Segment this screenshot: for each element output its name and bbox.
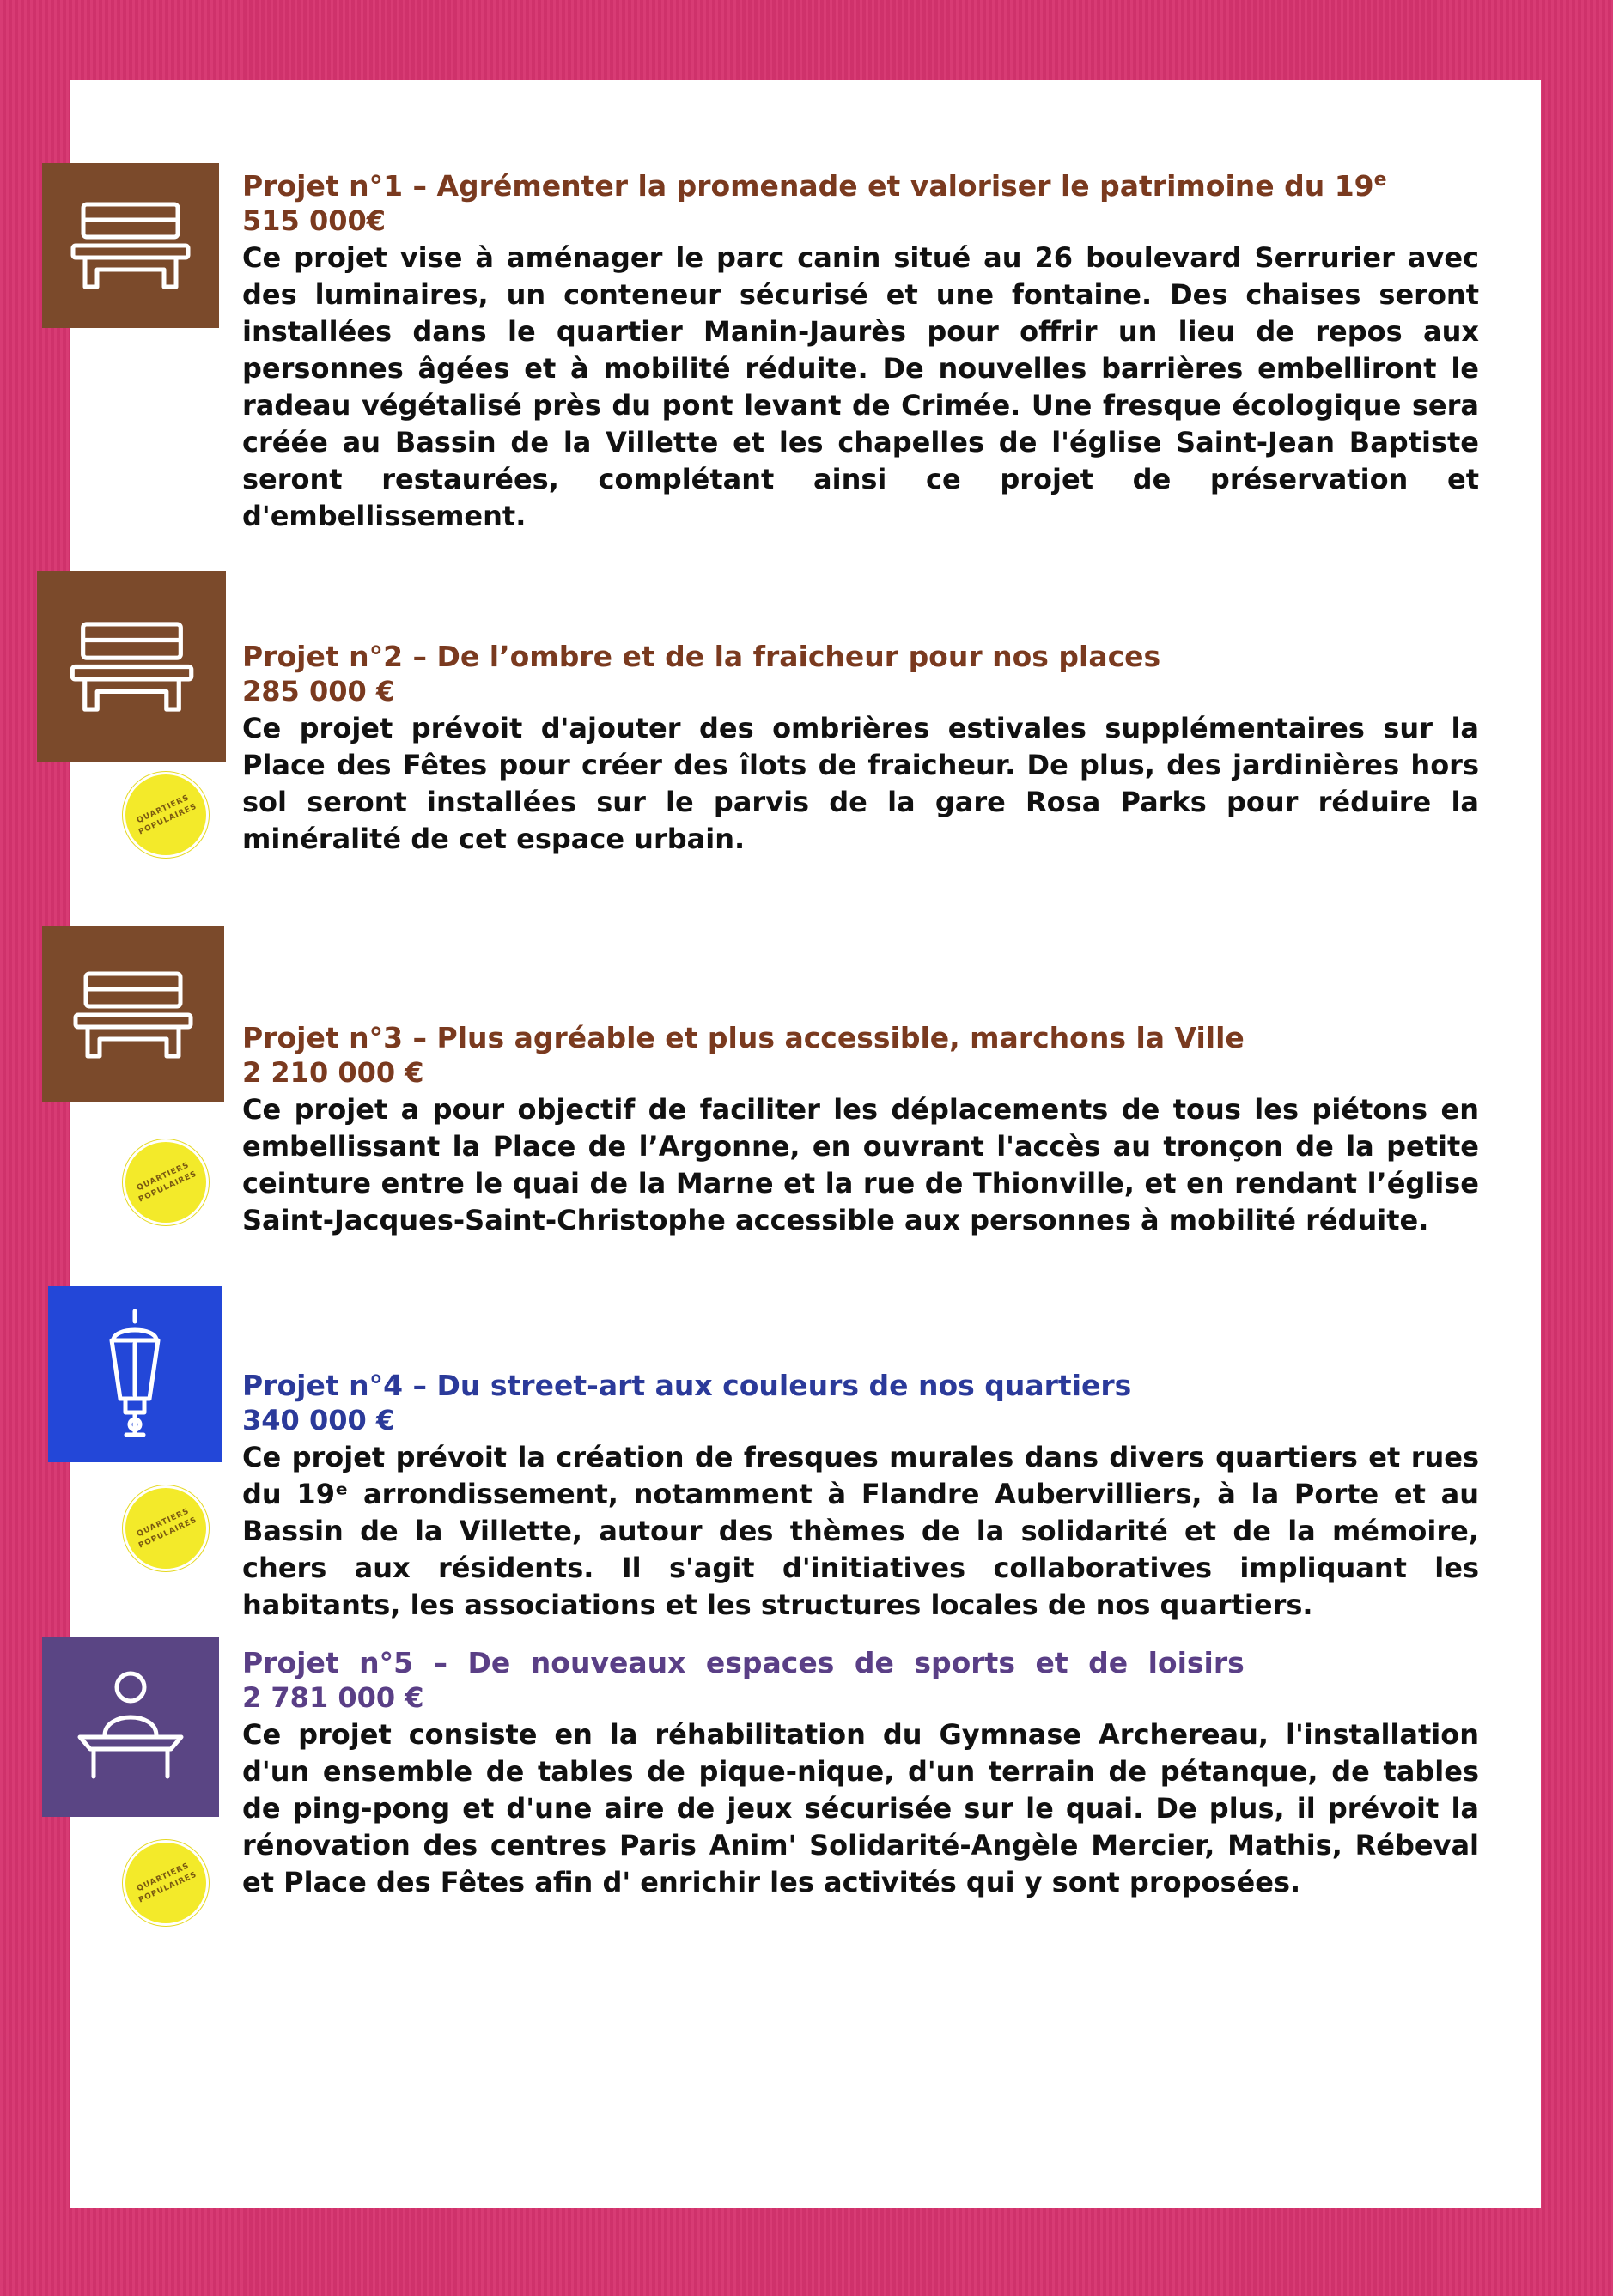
quartiers-populaires-badge: QUARTIERS POPULAIRES (123, 1840, 209, 1926)
project-4-icon-box (48, 1286, 222, 1462)
quartiers-populaires-badge: QUARTIERS POPULAIRES (123, 1485, 209, 1571)
project-5-icon-box (42, 1637, 219, 1817)
project-3-icon-box (42, 926, 224, 1102)
project-3-description: Ce projet a pour objectif de faciliter les déplacements de tous les piétons en embellissant la Place de l’Argonne, en ouvrant l'accès au tronçon de la petite ceinture entre le quai de la Marne et la rue de Thionville, et en rendant l’église Saint-Jacques-Saint-Christophe accessible aux personnes à mobilité réduite. (242, 1093, 1479, 1236)
bench-icon (66, 194, 195, 297)
project-2-description: Ce projet prévoit d'ajouter des ombrières estivales supplémentaires sur la Place des Fêtes pour créer des îlots de fraicheur. De plus, des jardinières hors sol seront installées sur le parvis de la gare Rosa Parks pour réduire la minéralité de cet espace urbain. (242, 712, 1479, 855)
project-3-title: Projet n°3 – Plus agréable et plus accessible, marchons la Ville (242, 1021, 1245, 1054)
project-1-amount: 515 000€ (242, 204, 386, 237)
project-2-title: Projet n°2 – De l’ombre et de la fraicheur pour nos places (242, 640, 1161, 673)
project-5-amount: 2 781 000 € (242, 1681, 424, 1714)
project-5-description: Ce projet consiste en la réhabilitation du Gymnase Archereau, l'installation d'un ensemble de tables de pique-nique, d'un terrain de pétanque, de tables de ping-pong et d'une aire de jeux sécurisée sur le quai. De plus, il prévoit la rénovation des centres Paris Anim' Solidarité-Angèle Mercier, Mathis, Rébeval et Place des Fêtes afin d' enrichir les activités qui y sont proposées. (242, 1718, 1479, 1898)
project-3-amount: 2 210 000 € (242, 1056, 424, 1089)
bench-icon (65, 613, 198, 720)
project-4-amount: 340 000 € (242, 1404, 396, 1437)
project-2-icon-box (37, 571, 226, 762)
bench-icon (69, 963, 198, 1066)
project-1-description: Ce projet vise à aménager le parc canin situé au 26 boulevard Serrurier avec des luminaires, un conteneur sécurisé et une fontaine. Des chaises seront installées dans le quartier Manin-Jaurès pour offrir un lieu de repos aux personnes âgées et à mobilité réduite. De nouvelles barrières embelliront le radeau végétalisé près du pont levant de Crimée. Une fresque écologique sera créée au Bassin de la Villette et les chapelles de l'église Saint-Jean Baptiste seront restaurées, complétant ainsi ce projet de préservation et d'embellissement. (242, 241, 1479, 532)
project-1-title: Projet n°1 – Agrémenter la promenade et valoriser le patrimoine du 19e (242, 169, 1387, 203)
project-3-text (242, 1021, 1479, 1239)
project-2-text (242, 640, 1479, 858)
project-1-icon-box (42, 163, 219, 328)
project-1-text (242, 163, 1479, 535)
person-table-icon (66, 1667, 195, 1787)
street-lamp-icon (96, 1306, 173, 1443)
page-sheet (70, 80, 1541, 2208)
project-4-title: Projet n°4 – Du street-art aux couleurs de nos quartiers (242, 1369, 1132, 1402)
project-2-amount: 285 000 € (242, 675, 396, 708)
project-4-text (242, 1369, 1479, 1624)
quartiers-populaires-badge: QUARTIERS POPULAIRES (123, 772, 209, 858)
project-5-title: Projet n°5 – De nouveaux espaces de sports et de loisirs (242, 1646, 1245, 1679)
project-5-text (242, 1646, 1479, 1901)
quartiers-populaires-badge: QUARTIERS POPULAIRES (123, 1139, 209, 1225)
project-4-description: Ce projet prévoit la création de fresques murales dans divers quartiers et rues du 19ᵉ arrondissement, notamment à Flandre Aubervilliers, à la Porte et au Bassin de la Villette, autour des thèmes de la solidarité et de la mémoire, chers aux résidents. Il s'agit d'initiatives collaboratives impliquant les habitants, les associations et les structures locales de nos quartiers. (242, 1441, 1479, 1621)
